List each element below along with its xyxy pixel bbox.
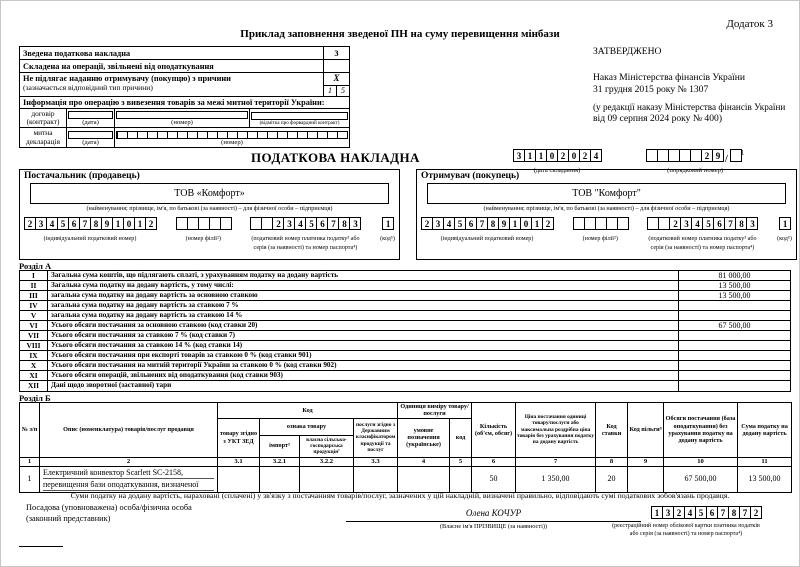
- contract-label-line1: договір: [31, 108, 55, 118]
- contract-label: [20, 109, 66, 127]
- seller-title: Постачальник (продавець): [24, 171, 140, 181]
- col-head-ukt: товару згідно з УКТ ЗЕД: [218, 418, 260, 457]
- customs-number-cell: [114, 128, 349, 147]
- section-a-row-numeral: VI: [20, 321, 48, 330]
- section-a-row-label: Усього обсяги постачання за основною ставкою (код ставки 20): [51, 321, 258, 329]
- appendix-label: Додаток 3: [726, 18, 773, 30]
- section-a-row: [20, 331, 790, 341]
- col-num: 2: [40, 457, 218, 466]
- section-a-row-numeral: IV: [20, 301, 48, 310]
- section-a-row-value: [678, 371, 790, 380]
- customs-date-field: [68, 131, 113, 139]
- registration-number-note: [576, 522, 796, 538]
- section-a-row: [20, 281, 790, 291]
- section-a-row: [20, 371, 790, 381]
- forward-contract-field: [251, 112, 348, 120]
- col-num: 3.3: [354, 457, 398, 466]
- section-a-row-value: [678, 361, 790, 370]
- not-issued-label: Не підлягає наданню отримувачу (покупцю) з причини: [23, 74, 231, 83]
- col-num: 9: [628, 457, 664, 466]
- col-head-description: Опис (номенклатура) товарів/послуг продавця: [40, 403, 218, 458]
- section-a-row-label: Усього обсяги постачання за ставкою 7 % (код ставки 7): [51, 331, 235, 339]
- section-b-heading: Розділ Б: [19, 393, 51, 403]
- col-head-quantity: Кількість (об'єм, обсяг): [472, 403, 516, 458]
- invoice-title: ПОДАТКОВА НАКЛАДНА: [251, 150, 420, 165]
- buyer-ipn-label: (індивідуальний податковий номер): [440, 236, 534, 242]
- summary-invoice-value: 3: [323, 47, 349, 59]
- section-a-row: [20, 341, 790, 351]
- buyer-code-label: (код⁵): [777, 236, 792, 242]
- col-head-code-group: Код: [218, 403, 398, 419]
- customs-label-line1: митна: [33, 128, 53, 138]
- contract-number-field: [116, 111, 248, 119]
- buyer-numbers: [417, 212, 796, 252]
- seller-block: [19, 169, 400, 260]
- seller-ipn-label: (індивідуальний податковий номер): [43, 236, 137, 242]
- section-a-row-value: 81 000,00: [678, 271, 790, 280]
- section-a-row-label: Усього обсяги операцій, звільнених від оподаткування (код ставки 903): [51, 371, 283, 379]
- signature-note: (Власне ім'я ПРІЗВИЩЕ (за наявності)): [439, 523, 548, 530]
- seller-taxnum-label1: (податковий номер платника податку³ або: [251, 236, 360, 242]
- registration-note-line1: (реєстраційний номер облікової картки платника податків: [612, 523, 760, 529]
- seller-branch-label: (номер філії²): [185, 236, 221, 242]
- goods-vat-sum: 13 500,00: [738, 466, 792, 492]
- col-head-unit-name: умовне позначення (українське): [398, 418, 450, 457]
- section-a-row: [20, 321, 790, 331]
- section-a-row-numeral: VII: [20, 331, 48, 340]
- customs-label: [20, 128, 66, 147]
- col-num: 11: [738, 457, 792, 466]
- section-a-row-label: Усього обсяги постачання за ставкою 14 % (код ставки 14): [51, 341, 243, 349]
- col-num: 1: [20, 457, 40, 466]
- goods-quantity: 50: [472, 466, 516, 492]
- customs-number-boxes: [116, 131, 348, 139]
- col-num: 4: [398, 457, 450, 466]
- page-title: Приклад заповнення зведеної ПН на суму перевищення мінбази: [240, 28, 560, 40]
- buyer-code-group: [777, 217, 792, 244]
- not-issued-value-box: [323, 73, 349, 96]
- contract-number-cell: [114, 109, 249, 127]
- buyer-taxnum-label2: серія (за наявності) та номер паспорта⁴): [650, 244, 755, 251]
- seller-name-note: (найменування; прізвище, ім'я, по батькові (за наявності) – для фізичної особи – підприємця): [86, 205, 333, 212]
- approved-line3: (у редакції наказу Міністерства фінансів України: [593, 101, 786, 112]
- contract-label-line2: (контракт): [26, 117, 60, 126]
- goods-unit-name: [398, 466, 450, 492]
- seller-code-cell: 1: [380, 217, 395, 235]
- approved-line2: 31 грудня 2015 року № 1307: [593, 83, 709, 95]
- registration-number-cells: 1 3 2 4 5 6 7 8 7 2: [651, 506, 761, 524]
- serial-footnote-mark: 1: [740, 149, 745, 157]
- col-num: 3.1: [218, 457, 260, 466]
- col-head-price: Ціна постачання одиниці товару/послуги або максимальна роздрібна ціна товарів без урахування податку на додану вартість: [516, 403, 596, 458]
- buyer-taxnum-group: [647, 217, 757, 252]
- section-a-row-value: 13 500,00: [678, 281, 790, 290]
- seller-taxnum-cells: 2 3 4 5 6 7 8 3: [250, 217, 360, 235]
- invoice-serial-label: (порядковий номер): [667, 167, 724, 174]
- goods-rate-code: 20: [596, 466, 628, 492]
- customs-declaration-row: [20, 128, 349, 147]
- section-a-row-numeral: III: [20, 291, 48, 300]
- goods-row-no: 1: [20, 466, 40, 492]
- section-a-row: [20, 311, 790, 321]
- section-a-row-label: загальна сума податку на додану вартість за ставкою 7 %: [51, 301, 239, 309]
- buyer-taxnum-cells: 2 3 4 5 6 7 8 3: [647, 217, 757, 235]
- invoice-serial-cells: 2 9: [646, 149, 723, 166]
- section-a-row: [20, 361, 790, 371]
- seller-taxnum-label2: серія (за наявності) та номер паспорта⁴): [253, 244, 358, 251]
- customs-number-label: (номер): [221, 139, 243, 146]
- not-issued-sublabel: (зазначається відповідний тип причини): [23, 83, 153, 92]
- seller-code-group: [380, 217, 395, 244]
- section-b-table: [19, 402, 792, 493]
- section-a-row: [20, 301, 790, 311]
- col-head-agro: власна сільсько-господарська продукція⁷: [300, 435, 354, 457]
- seller-ipn-group: [24, 217, 156, 244]
- seller-branch-cells: [176, 217, 231, 235]
- seller-name: ТОВ «Комфорт»: [30, 183, 389, 204]
- section-a-row-value: [678, 341, 790, 350]
- section-a-row-numeral: II: [20, 281, 48, 290]
- goods-code-import: [260, 466, 300, 492]
- col-head-rate-code: Код ставки: [596, 403, 628, 458]
- invoice-date-label: (дата складання): [533, 167, 581, 174]
- approved-block: [593, 46, 793, 125]
- section-a-row-label: Загальна сума податку на додану вартість, у тому числі:: [51, 281, 234, 289]
- section-a-row: [20, 291, 790, 301]
- buyer-title: Отримувач (покупець): [421, 171, 520, 181]
- signature-name: Олена КОЧУР: [465, 508, 522, 518]
- certification-text: Суми податку на додану вартість, нараховані (сплачені) у зв'язку з постачанням товарів/послуг, зазначених у цій накладній, визначені правильно, відповідають сумі податкових зобов'язань продавця.: [70, 491, 730, 500]
- col-head-volume: Обсяги постачання (база оподаткування) без урахування податку на додану вартість: [664, 403, 738, 458]
- goods-code-agro: [300, 466, 354, 492]
- section-a-row-label: Дані щодо зворотної (заставної) тари: [51, 381, 172, 389]
- official-person-label: Посадова (уповноважена) особа/фізична особа: [26, 503, 192, 512]
- section-a-row-numeral: VIII: [20, 341, 48, 350]
- approved-line4: від 09 серпня 2024 року № 400): [593, 113, 723, 125]
- exempt-operations-value: [323, 60, 349, 72]
- col-head-unit-code: код: [450, 418, 472, 457]
- buyer-block: [416, 169, 797, 260]
- section-a-row-numeral: X: [20, 361, 48, 370]
- column-numbers-row: [20, 457, 792, 466]
- col-num: 3.2.1: [260, 457, 300, 466]
- goods-price: 1 350,00: [516, 466, 596, 492]
- section-a-row-value: [678, 381, 790, 391]
- col-head-benefit-code: Код пільги⁹: [628, 403, 664, 458]
- customs-date-cell: [66, 128, 114, 147]
- invoice-type-table: [19, 46, 350, 148]
- summary-invoice-label: Зведена податкова накладна: [23, 48, 131, 58]
- contract-row: [20, 109, 349, 128]
- goods-description: [40, 466, 218, 492]
- section-a-row-value: 13 500,00: [678, 291, 790, 300]
- section-a-row: [20, 351, 790, 361]
- reason-type-cells: 1 5: [324, 85, 349, 96]
- col-num: 3.2.2: [300, 457, 354, 466]
- not-issued-labels: [20, 73, 323, 96]
- buyer-name: ТОВ "Комфорт": [427, 183, 786, 204]
- col-head-vat-sum: Сума податку на додану вартість: [738, 403, 792, 458]
- section-a-row-value: [678, 351, 790, 360]
- buyer-branch-label: (номер філії²): [582, 236, 618, 242]
- seller-taxnum-group: [250, 217, 360, 252]
- col-num: 6: [472, 457, 516, 466]
- section-a-row-numeral: I: [20, 271, 48, 280]
- exempt-operations-row: [20, 60, 349, 73]
- customs-date-label: (дата): [82, 139, 99, 146]
- section-a-table: [19, 270, 791, 392]
- buyer-taxnum-label1: (податковий номер платника податку³ або: [648, 236, 757, 242]
- buyer-branch-group: [573, 217, 628, 244]
- col-num: 7: [516, 457, 596, 466]
- col-num: 8: [596, 457, 628, 466]
- section-a-row-label: Загальна сума коштів, що підлягають сплаті, з урахуванням податку на додану вартість: [51, 271, 339, 279]
- goods-description-line2: перевищення бази оподаткування, визначеної: [43, 479, 214, 491]
- not-issued-mark: X: [333, 73, 340, 83]
- buyer-ipn-cells: 2 3 4 5 6 7 8 9 1 0 1 2: [421, 217, 553, 235]
- goods-unit-code: [450, 466, 472, 492]
- export-info-title: Інформація про операцію з вивезення товарів за межі митної території України:: [20, 97, 349, 109]
- col-head-oznaka-group: ознака товару: [260, 418, 354, 435]
- col-head-no: № з/п: [20, 403, 40, 458]
- section-a-row-value: [678, 311, 790, 320]
- section-a-row-numeral: V: [20, 311, 48, 320]
- contract-date-field: [68, 111, 113, 119]
- exempt-operations-label: Складена на операції, звільнені від оподаткування: [23, 61, 214, 71]
- section-a-row-numeral: XII: [20, 381, 48, 391]
- approved-heading: ЗАТВЕРДЖЕНО: [593, 46, 662, 57]
- buyer-ipn-group: [421, 217, 553, 244]
- footnote-rule: [19, 546, 63, 547]
- not-issued-row: [20, 73, 349, 97]
- invoice-date-cells: 3 1 1 0 2 0 2 4: [513, 149, 601, 167]
- goods-description-line1: Електричний конвектор Scarlett SC-2158,: [43, 467, 214, 479]
- section-a-row-value: 67 500,00: [678, 321, 790, 330]
- section-a-row-value: [678, 331, 790, 340]
- col-head-services: послуги згідно з Державним класифікатором продукції та послуг: [354, 418, 398, 457]
- summary-invoice-row: [20, 47, 349, 60]
- section-a-row: [20, 381, 790, 391]
- serial-slash: /: [725, 154, 728, 165]
- goods-row: [20, 466, 792, 492]
- seller-branch-group: [176, 217, 231, 244]
- approved-line1: Наказ Міністерства фінансів України: [593, 71, 746, 83]
- seller-code-label: (код⁵): [380, 236, 395, 242]
- contract-date-label: (дата): [82, 119, 99, 126]
- contract-number-label: (номер): [171, 119, 193, 126]
- col-head-import: імпорт⁵: [260, 435, 300, 457]
- col-num: 5: [450, 457, 472, 466]
- forward-contract-cell: [249, 109, 349, 127]
- buyer-name-note: (найменування; прізвище, ім'я, по батькові (за наявності) – для фізичної особи – підприємця): [483, 205, 730, 212]
- seller-ipn-cells: 2 3 4 5 6 7 8 9 1 0 1 2: [24, 217, 156, 235]
- col-head-unit-group: Одиниця виміру товару/послуги: [398, 403, 472, 419]
- customs-label-line2: декларація: [26, 136, 60, 146]
- goods-benefit-code: [628, 466, 664, 492]
- section-a-row-numeral: IX: [20, 351, 48, 360]
- col-num: 10: [664, 457, 738, 466]
- goods-code-ukt: [218, 466, 260, 492]
- seller-numbers: [20, 212, 399, 252]
- legal-representative-label: (законний представник): [26, 514, 111, 523]
- section-a-row: [20, 271, 790, 281]
- buyer-branch-cells: [573, 217, 628, 235]
- section-a-heading: Розділ А: [19, 261, 52, 271]
- goods-code-services: [354, 466, 398, 492]
- forward-contract-label: (відмітка про форвардний контракт): [259, 120, 340, 126]
- section-a-row-label: загальна сума податку на додану вартість за ставкою 14 %: [51, 311, 243, 319]
- goods-volume: 67 500,00: [664, 466, 738, 492]
- buyer-code-cell: 1: [777, 217, 792, 235]
- section-a-row-label: загальна сума податку на додану вартість за основною ставкою: [51, 291, 258, 299]
- section-a-row-label: Усього обсяги постачання на митній території України за ставкою 0 % (код ставки 902): [51, 361, 337, 369]
- section-a-row-label: Усього обсяги постачання при експорті товарів за ставкою 0 % (код ставки 901): [51, 351, 312, 359]
- section-a-row-numeral: XI: [20, 371, 48, 380]
- section-a-row-value: [678, 301, 790, 310]
- contract-date-cell: [66, 109, 114, 127]
- registration-note-line2: або серія (за наявності) та номер паспорта⁴): [629, 531, 743, 538]
